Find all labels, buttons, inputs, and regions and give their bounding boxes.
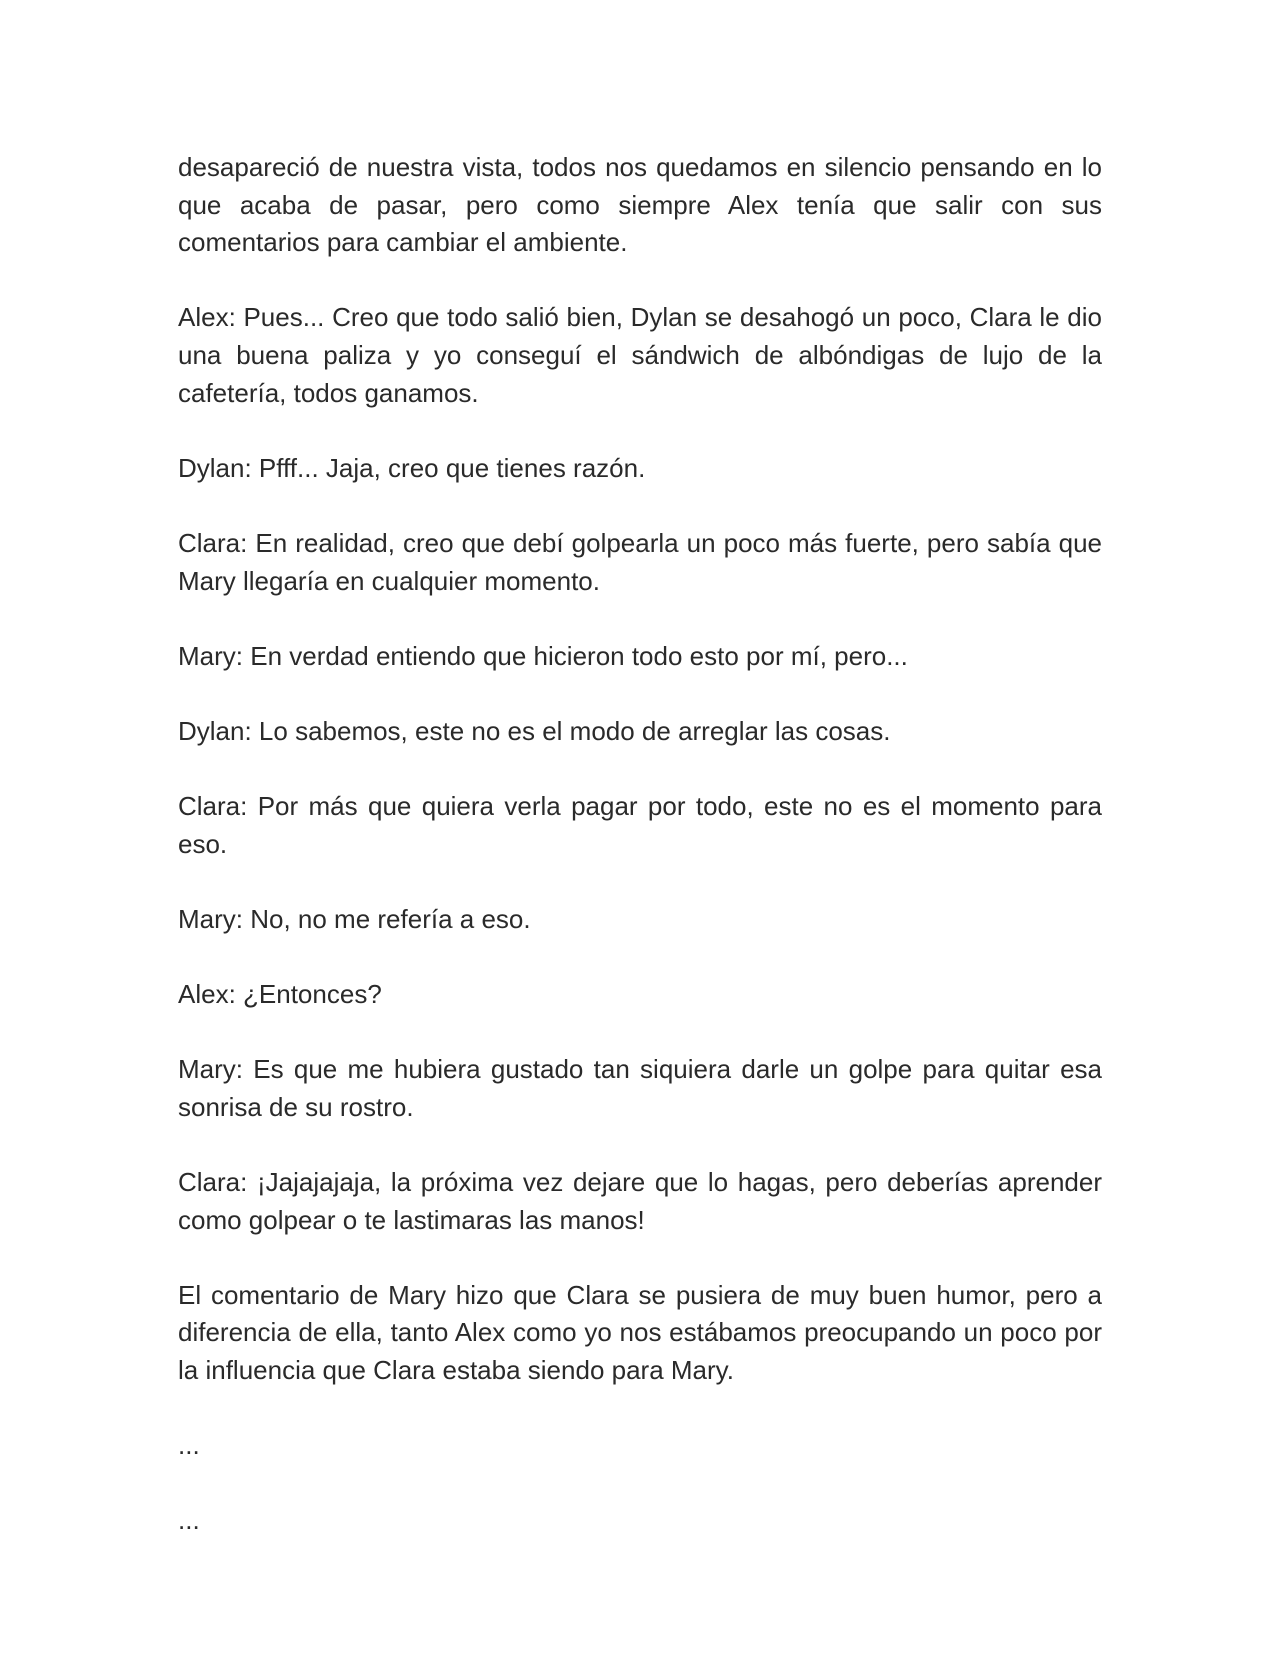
paragraph-dialogue-dylan-2: Dylan: Lo sabemos, este no es el modo de arreglar las cosas. xyxy=(178,715,891,746)
paragraph-dialogue-dylan-1: Dylan: Pfff... Jaja, creo que tienes razón. xyxy=(178,452,646,483)
paragraph-dialogue-mary-3: Mary: Es que me hubiera gustado tan siquiera darle un golpe para quitar esa sonrisa de su rostro. xyxy=(178,1054,1102,1122)
paragraph-narration-1: desapareció de nuestra vista, todos nos quedamos en silencio pensando en lo que acaba de pasar, pero como siempre Alex tenía que salir con sus comentarios para cambiar el ambiente. xyxy=(178,152,1102,258)
paragraph-dialogue-clara-1: Clara: En realidad, creo que debí golpearla un poco más fuerte, pero sabía que Mary llegaría en cualquier momento. xyxy=(178,527,1102,596)
paragraph-dialogue-mary-2: Mary: No, no me refería a eso. xyxy=(178,903,531,934)
paragraph-dialogue-clara-2: Clara: Por más que quiera verla pagar por todo, este no es el momento para eso. xyxy=(178,791,1102,859)
paragraph-narration-2: El comentario de Mary hizo que Clara se pusiera de muy buen humor, pero a diferencia de ella, tanto Alex como yo nos estábamos preocupando un poco por la influencia que Clara estaba siendo para Mary. xyxy=(178,1279,1102,1385)
paragraph-ellipsis-1: ... xyxy=(178,1430,200,1461)
document-body xyxy=(178,149,1102,1578)
paragraph-dialogue-alex-2: Alex: ¿Entonces? xyxy=(178,979,382,1010)
paragraph-ellipsis-2: ... xyxy=(178,1505,200,1536)
paragraph-dialogue-mary-1: Mary: En verdad entiendo que hicieron todo esto por mí, pero... xyxy=(178,640,908,671)
paragraph-dialogue-clara-3: Clara: ¡Jajajajaja, la próxima vez dejare que lo hagas, pero deberías aprender como golpear o te lastimaras las manos! xyxy=(178,1167,1102,1235)
paragraph-dialogue-alex-1: Alex: Pues... Creo que todo salió bien, Dylan se desahogó un poco, Clara le dio una buena paliza y yo conseguí el sándwich de albóndigas de lujo de la cafetería, todos ganamos. xyxy=(178,302,1102,408)
